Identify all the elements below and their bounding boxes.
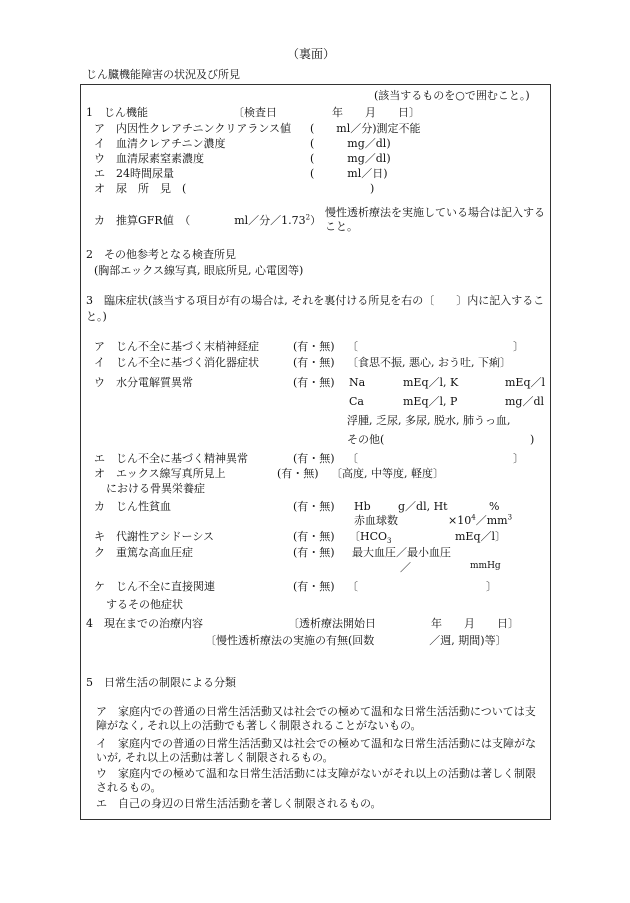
yes-no-option: (有・無): [277, 467, 319, 480]
s3-h-mmhg: mmHg: [470, 561, 501, 571]
yes-no-option: (有・無): [293, 500, 335, 513]
s3-f-hb-unit: g／dl, Ht: [398, 500, 448, 513]
s3-h-slash: ／: [400, 561, 411, 574]
yes-no-option: (有・無): [293, 546, 335, 559]
s3-c-unit: mg／dl: [505, 395, 545, 408]
s4-start: 〔透析療法開始日 年 月 日〕: [288, 617, 519, 630]
s1-urine-label: オ 尿 所 見 (: [94, 182, 187, 195]
s3-a-close: 〕: [513, 340, 524, 353]
s3-title: 3 臨床症状(該当する項目が有の場合は, それを裏付ける所見を右の〔 〕内に記入すること。): [86, 294, 545, 323]
s3-g-hco: 〔$HCO_3$: [349, 530, 392, 546]
s1-urine-close: ): [370, 182, 375, 195]
s3-a-detail: 〔: [347, 340, 358, 353]
s1-item-label: イ 血清クレアチニン濃度: [94, 137, 226, 150]
s3-i-label: ケ じん不全に直接関連: [94, 580, 215, 593]
s1-title: 1 じん機能: [86, 106, 148, 119]
s3-c-na: Na: [349, 376, 366, 389]
s3-f-rbc: 赤血球数: [354, 514, 398, 527]
yes-no-option: (有・無): [293, 340, 335, 353]
s3-c-line4: その他(: [347, 433, 385, 446]
section-title: じん臓機能障害の状況及び所見: [86, 68, 240, 81]
s1-item-value: ( ml／日): [310, 167, 388, 180]
s3-e-label: オ エックス線写真所見上: [94, 467, 226, 480]
s3-h-label: ク 重篤な高血圧症: [94, 546, 193, 559]
s5-item: ア 家庭内での普通の日常生活活動又は社会での極めて温和な日常生活活動については支障がなく, それ以上の活動でも著しく制限されることがないもの。: [96, 705, 536, 732]
s3-c-k: mEq／l, K: [403, 376, 459, 389]
s3-c-p: mEq／l, P: [403, 395, 458, 408]
s1-item-label: エ 24時間尿量: [94, 167, 174, 180]
instruction: (該当するものを○で囲むこと。): [374, 89, 530, 102]
s3-d-label: エ じん不全に基づく精神異常: [94, 452, 248, 465]
s3-c-label: ウ 水分電解質異常: [94, 376, 193, 389]
s2-title: 2 その他参考となる検査所見: [86, 248, 236, 261]
page-side-label: （裏面）: [287, 47, 336, 61]
s3-f-hb: Hb: [354, 500, 371, 513]
s3-d-close: 〕: [513, 452, 524, 465]
s1-item-value: ( ml／分)測定不能: [310, 122, 421, 135]
yes-no-option: (有・無): [293, 452, 335, 465]
s3-g-unit: mEq／l〕: [455, 530, 507, 543]
s3-b-detail: 〔食思不振, 悪心, おう吐, 下痢〕: [347, 356, 511, 369]
s1-gfr-label: カ 推算GFR値 （ ml／分／1.73$^2$）: [94, 213, 322, 227]
s3-c-line4-close: ): [530, 433, 535, 446]
s2-detail: (胸部エックス線写真, 眼底所見, 心電図等): [94, 264, 304, 277]
s3-i-close: 〕: [486, 580, 497, 593]
s1-exam-date: 〔検査日 年 月 日〕: [233, 106, 420, 119]
s3-e-detail: 〔高度, 中等度, 軽度〕: [331, 467, 444, 480]
s3-i-label-cont: するその他症状: [106, 598, 183, 611]
s3-g-label: キ 代謝性アシドーシス: [94, 530, 215, 543]
s1-gfr-note: 慢性透析療法を実施している場合は記入すること。: [325, 206, 545, 233]
s3-f-label: カ じん性貧血: [94, 500, 171, 513]
s3-h-bp: 最大血圧／最小血圧: [352, 546, 451, 559]
s3-f-percent: %: [489, 500, 500, 513]
s1-item-label: ウ 血清尿素窒素濃度: [94, 152, 204, 165]
s1-item-value: ( mg／dl): [310, 152, 391, 165]
s5-item: イ 家庭内での普通の日常生活活動又は社会での極めて温和な日常生活活動には支障がないが, それ以上の活動は著しく制限されるもの。: [96, 737, 536, 764]
s3-e-label-cont: における骨異栄養症: [106, 482, 205, 495]
s3-d-detail: 〔: [347, 452, 358, 465]
yes-no-option: (有・無): [293, 530, 335, 543]
s3-b-label: イ じん不全に基づく消化器症状: [94, 356, 259, 369]
yes-no-option: (有・無): [293, 580, 335, 593]
s5-item: エ 自己の身辺の日常生活活動を著しく制限されるもの。: [96, 797, 382, 810]
s3-c-ca: Ca: [349, 395, 364, 408]
s4-title: 4 現在までの治療内容: [86, 617, 203, 630]
s3-i-detail: 〔: [347, 580, 358, 593]
s3-c-unit: mEq／l: [505, 376, 546, 389]
s3-a-label: ア じん不全に基づく末梢神経症: [94, 340, 259, 353]
yes-no-option: (有・無): [293, 376, 335, 389]
s1-item-label: ア 内因性クレアチニンクリアランス値: [94, 122, 292, 135]
s5-title: 5 日常生活の制限による分類: [86, 676, 236, 689]
s1-item-value: ( mg／dl): [310, 137, 391, 150]
s5-item: ウ 家庭内での極めて温和な日常生活活動には支障がないがそれ以上の活動は著しく制限されるもの。: [96, 767, 536, 794]
s3-f-rbc-unit: $\times 10^4/mm^3$: [448, 513, 513, 527]
s3-c-line3: 浮腫, 乏尿, 多尿, 脱水, 肺うっ血,: [347, 414, 511, 427]
yes-no-option: (有・無): [293, 356, 335, 369]
s4-detail: 〔慢性透析療法の実施の有無(回数 ／週, 期間)等〕: [205, 634, 507, 647]
